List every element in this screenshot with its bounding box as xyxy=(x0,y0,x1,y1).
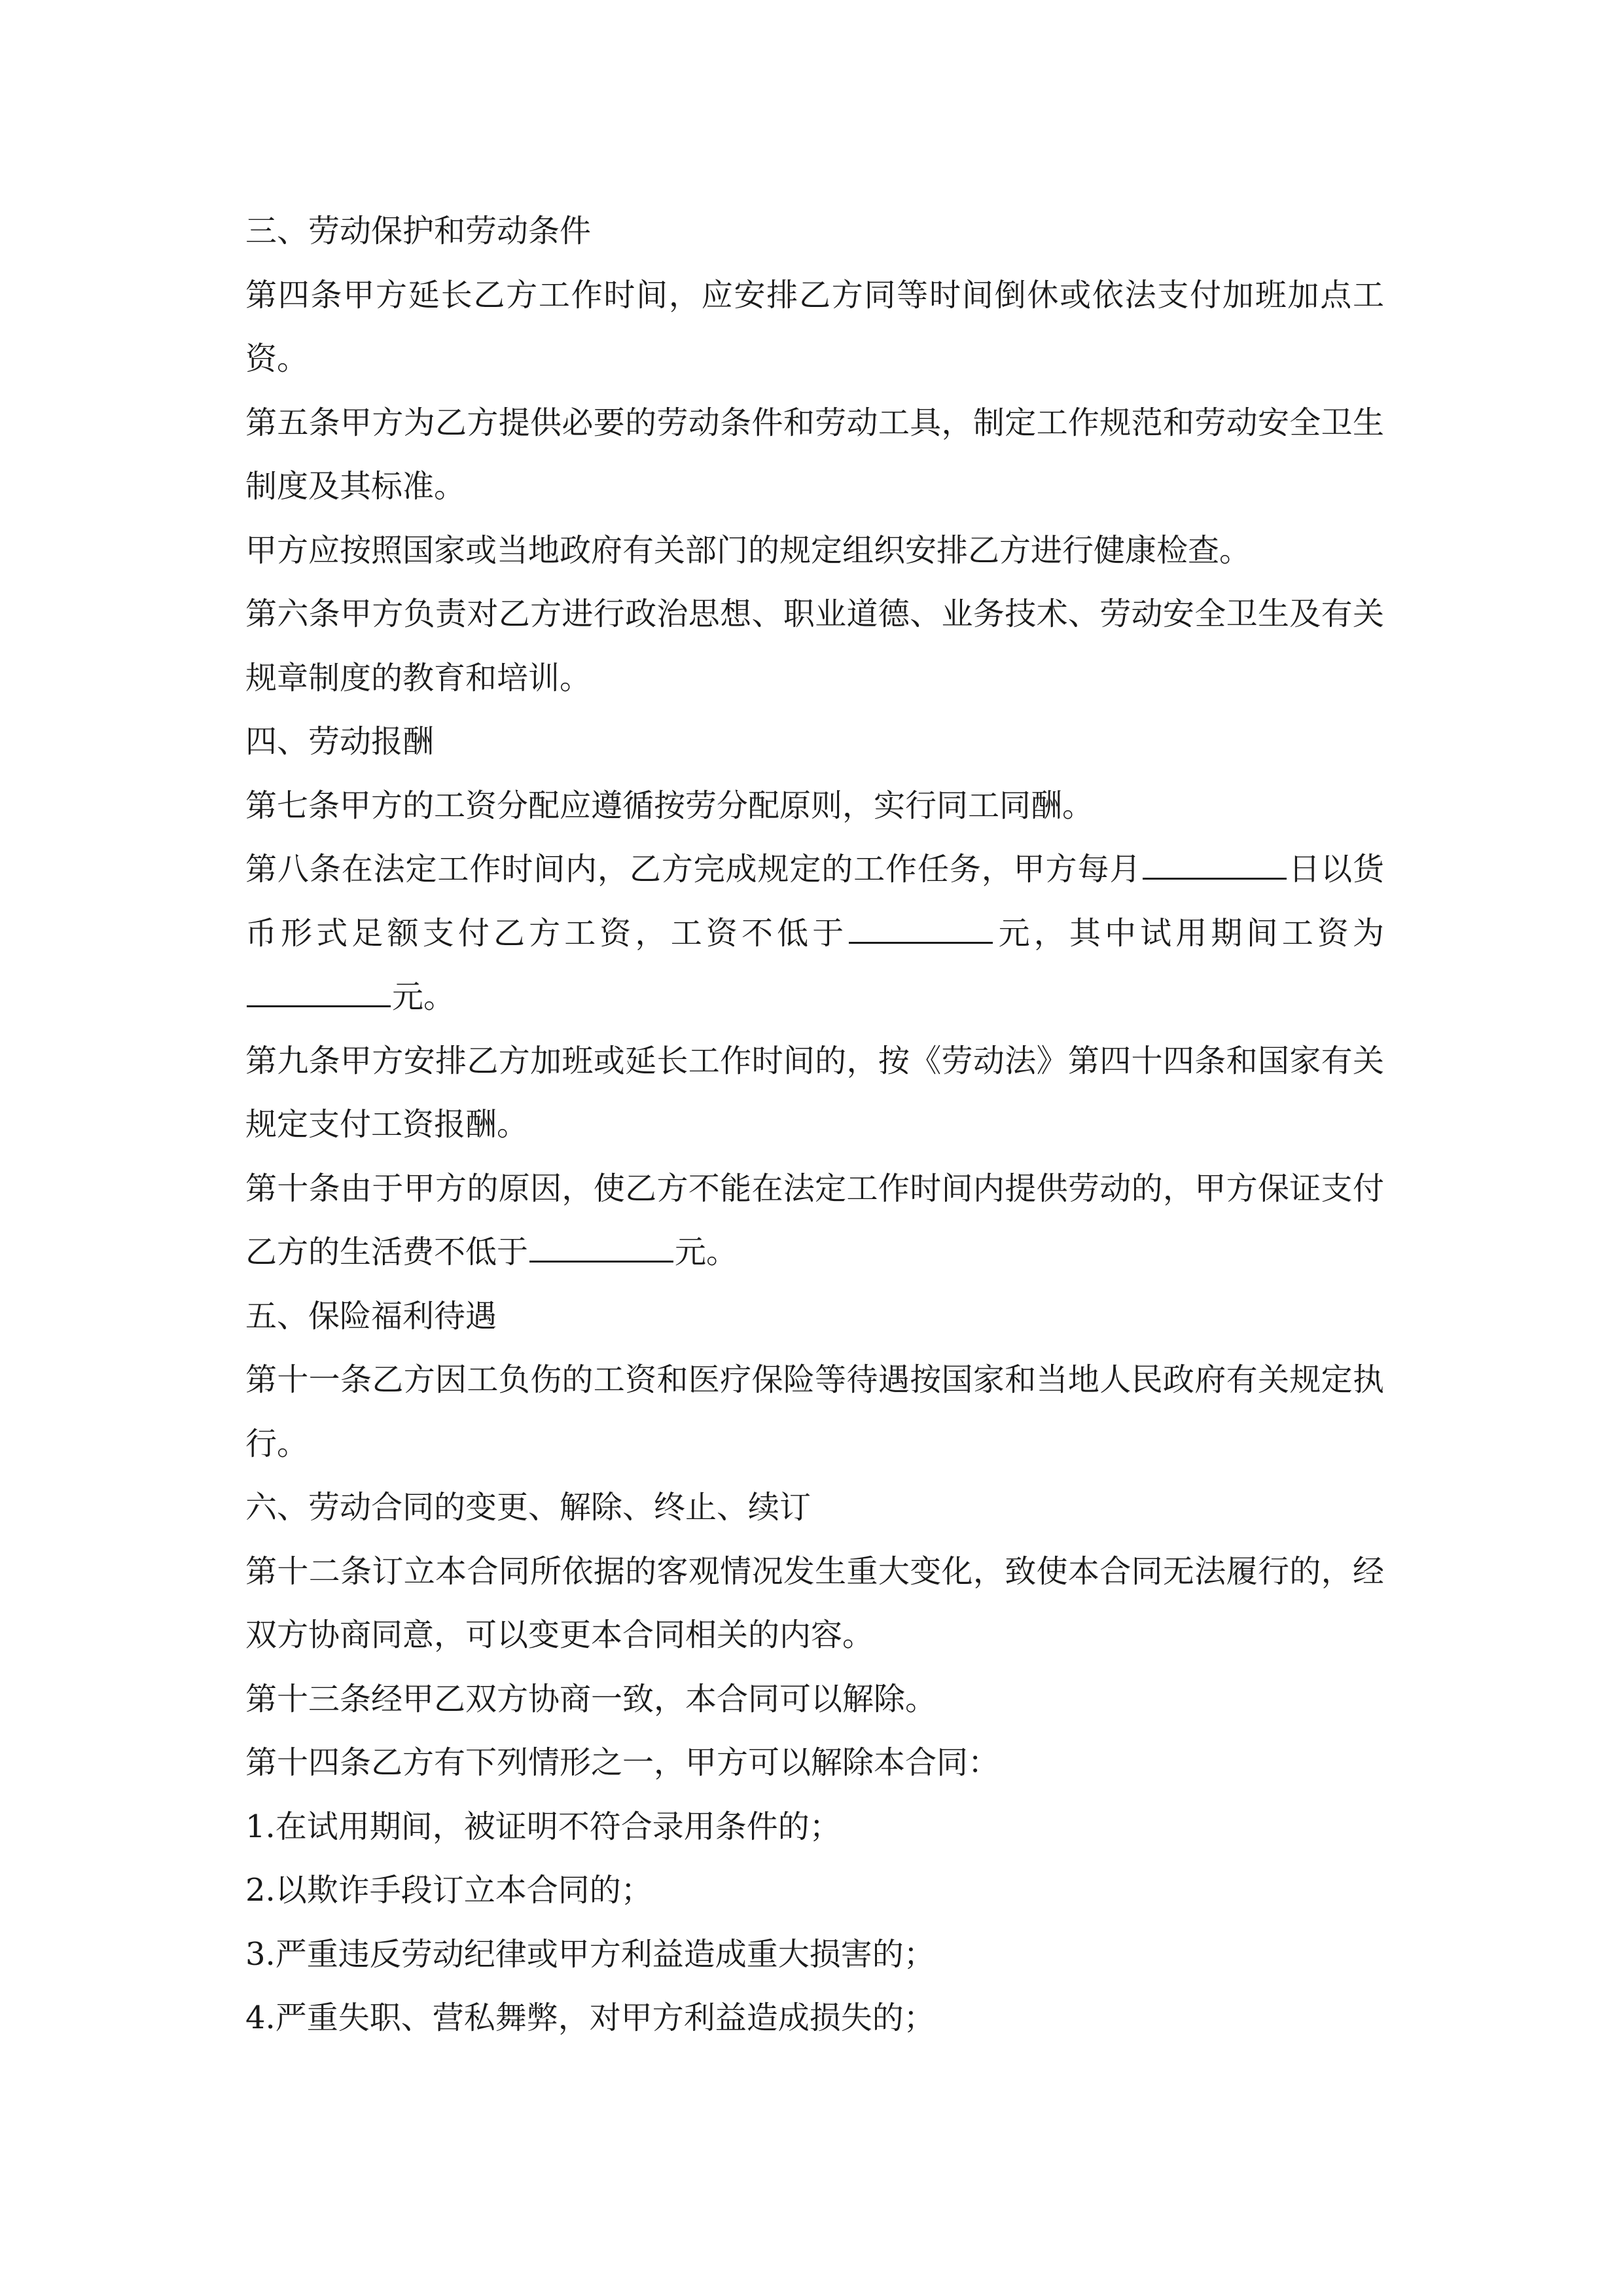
text-run: 三、劳动保护和劳动条件 xyxy=(245,213,592,249)
text-run: 元。 xyxy=(675,1234,738,1270)
paragraph xyxy=(245,1731,1384,1795)
text-run: 甲方应按照国家或当地政府有关部门的规定组织安排乙方进行健康检查。 xyxy=(245,531,1251,569)
text-run: 第十三条经甲乙双方协商一致，本合同可以解除。 xyxy=(245,1680,937,1717)
paragraph xyxy=(245,838,1384,1030)
paragraph xyxy=(245,1030,1384,1157)
paragraph xyxy=(245,264,1384,391)
text-run: 元。 xyxy=(392,978,455,1015)
text-run: 元，其中试用期间工资为 xyxy=(994,914,1384,952)
text-run: 2.以欺诈手段订立本合同的； xyxy=(245,1872,652,1909)
fill-in-blank[interactable] xyxy=(849,916,993,944)
fill-in-blank[interactable] xyxy=(529,1234,673,1263)
text-run: 六、劳动合同的变更、解除、终止、续订 xyxy=(245,1489,812,1526)
paragraph xyxy=(245,774,1384,838)
section-heading xyxy=(245,1285,1384,1349)
paragraph xyxy=(245,519,1384,583)
text-run: 第十一条乙方因工负伤的工资和医疗保险等待遇按国家和当地人民政府有关规定执行。 xyxy=(245,1361,1384,1462)
list-item xyxy=(245,1859,1384,1923)
text-run: 五、保险福利待遇 xyxy=(245,1297,497,1335)
fill-in-blank[interactable] xyxy=(247,979,391,1007)
paragraph xyxy=(245,1668,1384,1732)
section-heading xyxy=(245,200,1384,264)
text-run: 3.严重违反劳动纪律或甲方利益造成重大损害的； xyxy=(245,1935,935,1973)
text-run: 第十二条订立本合同所依据的客观情况发生重大变化，致使本合同无法履行的，经双方协商同意，可以变更本合同相关的内容。 xyxy=(245,1552,1384,1653)
list-item xyxy=(245,1795,1384,1859)
text-run: 第十条由于甲方的原因，使乙方不能在法定工作时间内提供劳动的，甲方保证支付乙方的生活费不低于 xyxy=(245,1170,1384,1270)
text-run: 第八条在法定工作时间内，乙方完成规定的工作任务，甲方每月 xyxy=(245,851,1142,888)
paragraph xyxy=(245,1157,1384,1285)
text-run: 第五条甲方为乙方提供必要的劳动条件和劳动工具，制定工作规范和劳动安全卫生制度及其标准。 xyxy=(245,404,1384,505)
paragraph xyxy=(245,1540,1384,1668)
text-run: 4.严重失职、营私舞弊，对甲方利益造成损失的； xyxy=(245,2000,935,2036)
text-run: 日以货币形式足额支付乙方工资，工资不低于 xyxy=(245,851,1384,952)
section-heading xyxy=(245,1476,1384,1540)
text-run: 第十四条乙方有下列情形之一，甲方可以解除本合同： xyxy=(245,1744,1000,1781)
document-body xyxy=(245,200,1384,2051)
text-run: 第七条甲方的工资分配应遵循按劳分配原则，实行同工同酬。 xyxy=(245,787,1094,824)
paragraph xyxy=(245,1348,1384,1476)
section-heading xyxy=(245,710,1384,774)
paragraph xyxy=(245,583,1384,710)
text-run: 第六条甲方负责对乙方进行政治思想、职业道德、业务技术、劳动安全卫生及有关规章制度的教育和培训。 xyxy=(245,596,1384,696)
list-item xyxy=(245,1986,1384,2051)
list-item xyxy=(245,1923,1384,1987)
fill-in-blank[interactable] xyxy=(1143,852,1287,880)
paragraph xyxy=(245,391,1384,519)
text-run: 第九条甲方安排乙方加班或延长工作时间的，按《劳动法》第四十四条和国家有关规定支付工资报酬。 xyxy=(245,1042,1384,1143)
text-run: 四、劳动报酬 xyxy=(245,723,435,760)
text-run: 1.在试用期间，被证明不符合录用条件的； xyxy=(245,1808,841,1845)
text-run: 第四条甲方延长乙方工作时间，应安排乙方同等时间倒休或依法支付加班加点工资。 xyxy=(245,276,1384,377)
